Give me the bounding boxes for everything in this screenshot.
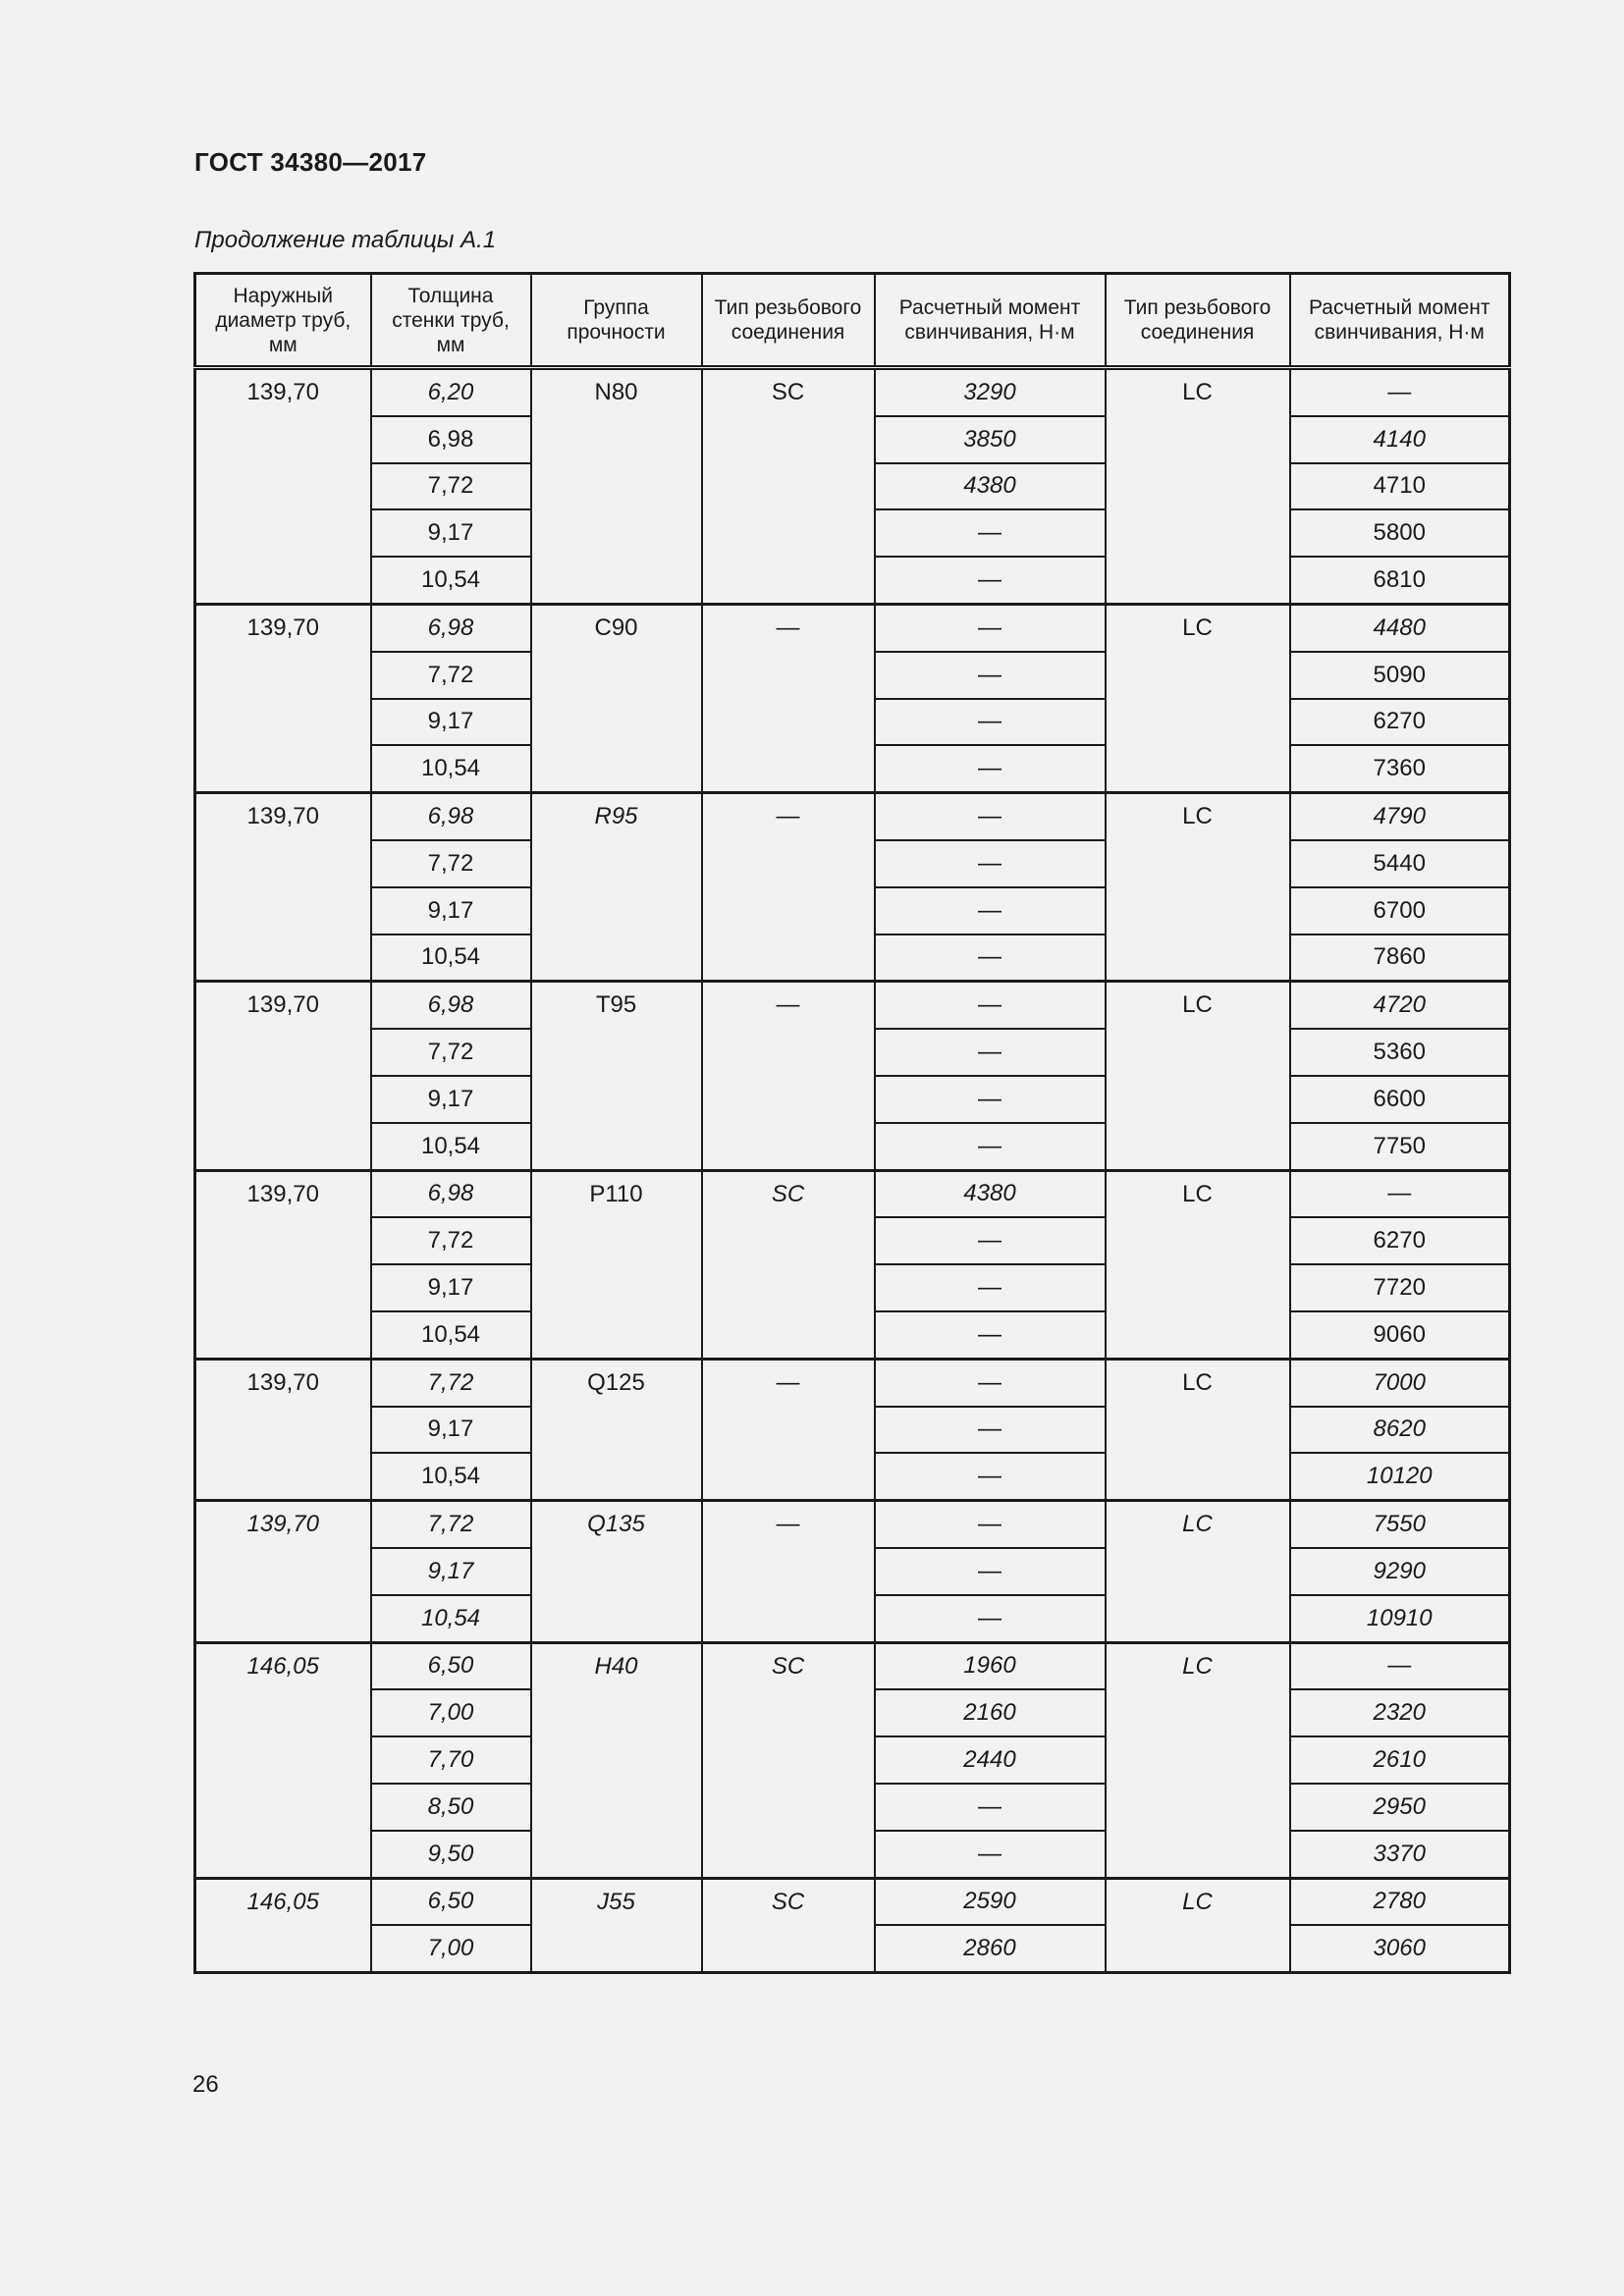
cell-torque-1: — (875, 982, 1106, 1029)
cell-thread-type-1: — (702, 793, 875, 982)
cell-wall: 6,50 (371, 1878, 531, 1925)
cell-torque-1: — (875, 1548, 1106, 1595)
cell-torque-2: — (1290, 368, 1510, 416)
cell-torque-1: — (875, 1831, 1106, 1878)
cell-torque-1: — (875, 1784, 1106, 1831)
table-group (195, 982, 1510, 1170)
cell-wall: 7,72 (371, 1029, 531, 1076)
cell-torque-1: — (875, 1123, 1106, 1170)
cell-torque-2: 5360 (1290, 1029, 1510, 1076)
cell-diameter: 139,70 (195, 368, 371, 605)
cell-torque-1: — (875, 509, 1106, 557)
table-row (195, 368, 1510, 416)
cell-diameter: 146,05 (195, 1878, 371, 1973)
cell-diameter: 146,05 (195, 1642, 371, 1878)
cell-torque-2: 5440 (1290, 840, 1510, 887)
table-group (195, 1170, 1510, 1359)
cell-wall: 9,17 (371, 1076, 531, 1123)
table-row (195, 1170, 1510, 1217)
cell-torque-1: — (875, 1453, 1106, 1500)
table-group (195, 1642, 1510, 1878)
cell-thread-type-1: — (702, 604, 875, 792)
cell-thread-type-2: LC (1106, 982, 1290, 1170)
cell-torque-2: 6270 (1290, 1217, 1510, 1264)
cell-torque-2: — (1290, 1642, 1510, 1689)
header-thread-type-1: Тип резьбового соединения (702, 274, 875, 368)
table-row (195, 1642, 1510, 1689)
header-wall-thickness: Толщина стенки труб, мм (371, 274, 531, 368)
cell-wall: 10,54 (371, 1311, 531, 1359)
cell-wall: 9,50 (371, 1831, 531, 1878)
cell-wall: 6,98 (371, 604, 531, 651)
cell-grade: Q135 (531, 1501, 702, 1642)
cell-torque-2: 7000 (1290, 1359, 1510, 1406)
cell-diameter: 139,70 (195, 604, 371, 792)
cell-thread-type-1: SC (702, 1642, 875, 1878)
table-group (195, 368, 1510, 605)
cell-torque-2: 4480 (1290, 604, 1510, 651)
cell-torque-1: — (875, 1501, 1106, 1548)
cell-torque-2: 7360 (1290, 745, 1510, 792)
cell-torque-1: — (875, 1311, 1106, 1359)
cell-torque-1: — (875, 652, 1106, 699)
document-title: ГОСТ 34380—2017 (194, 147, 427, 177)
cell-torque-2: 10910 (1290, 1595, 1510, 1642)
table-group (195, 604, 1510, 792)
cell-torque-2: — (1290, 1170, 1510, 1217)
cell-grade: R95 (531, 793, 702, 982)
cell-diameter: 139,70 (195, 1170, 371, 1359)
table-group (195, 1501, 1510, 1642)
cell-wall: 10,54 (371, 1595, 531, 1642)
cell-torque-1: — (875, 745, 1106, 792)
cell-wall: 7,70 (371, 1736, 531, 1784)
cell-diameter: 139,70 (195, 1501, 371, 1642)
cell-torque-2: 7550 (1290, 1501, 1510, 1548)
cell-torque-2: 10120 (1290, 1453, 1510, 1500)
cell-thread-type-1: SC (702, 368, 875, 605)
cell-grade: H40 (531, 1642, 702, 1878)
cell-torque-2: 3370 (1290, 1831, 1510, 1878)
cell-grade: Q125 (531, 1359, 702, 1500)
cell-grade: P110 (531, 1170, 702, 1359)
cell-wall: 7,72 (371, 1359, 531, 1406)
cell-torque-1: 2440 (875, 1736, 1106, 1784)
cell-torque-1: 2160 (875, 1689, 1106, 1736)
cell-thread-type-2: LC (1106, 1501, 1290, 1642)
cell-torque-2: 3060 (1290, 1925, 1510, 1972)
cell-grade: J55 (531, 1878, 702, 1973)
cell-torque-2: 2320 (1290, 1689, 1510, 1736)
cell-thread-type-1: SC (702, 1170, 875, 1359)
cell-wall: 6,20 (371, 368, 531, 416)
cell-torque-2: 7750 (1290, 1123, 1510, 1170)
cell-wall: 10,54 (371, 557, 531, 604)
cell-wall: 6,98 (371, 982, 531, 1029)
cell-thread-type-2: LC (1106, 1170, 1290, 1359)
cell-thread-type-1: — (702, 1359, 875, 1500)
cell-thread-type-1: — (702, 1501, 875, 1642)
cell-torque-1: 3850 (875, 416, 1106, 463)
cell-wall: 7,72 (371, 840, 531, 887)
cell-torque-1: — (875, 1076, 1106, 1123)
cell-thread-type-2: LC (1106, 604, 1290, 792)
cell-wall: 9,17 (371, 887, 531, 934)
cell-torque-1: 4380 (875, 463, 1106, 510)
cell-diameter: 139,70 (195, 1359, 371, 1500)
cell-thread-type-2: LC (1106, 1642, 1290, 1878)
cell-torque-2: 5090 (1290, 652, 1510, 699)
cell-wall: 7,72 (371, 463, 531, 510)
cell-torque-2: 4720 (1290, 982, 1510, 1029)
table-row (195, 1501, 1510, 1548)
cell-thread-type-1: — (702, 982, 875, 1170)
cell-torque-2: 7720 (1290, 1264, 1510, 1311)
cell-wall: 9,17 (371, 509, 531, 557)
cell-torque-1: — (875, 557, 1106, 604)
cell-wall: 9,17 (371, 1264, 531, 1311)
table-row (195, 793, 1510, 840)
cell-thread-type-2: LC (1106, 1878, 1290, 1973)
cell-torque-2: 9060 (1290, 1311, 1510, 1359)
table-row (195, 982, 1510, 1029)
cell-torque-2: 6600 (1290, 1076, 1510, 1123)
table-row (195, 1878, 1510, 1925)
cell-diameter: 139,70 (195, 982, 371, 1170)
cell-torque-1: 4380 (875, 1170, 1106, 1217)
cell-torque-1: — (875, 1407, 1106, 1454)
cell-torque-2: 9290 (1290, 1548, 1510, 1595)
cell-thread-type-1: SC (702, 1878, 875, 1973)
cell-torque-2: 4710 (1290, 463, 1510, 510)
cell-wall: 7,00 (371, 1689, 531, 1736)
cell-torque-2: 2950 (1290, 1784, 1510, 1831)
cell-wall: 10,54 (371, 1453, 531, 1500)
cell-torque-1: — (875, 1217, 1106, 1264)
cell-wall: 10,54 (371, 745, 531, 792)
page-number: 26 (192, 2071, 219, 2098)
cell-torque-2: 6700 (1290, 887, 1510, 934)
header-thread-type-2: Тип резьбового соединения (1106, 274, 1290, 368)
cell-torque-1: — (875, 887, 1106, 934)
cell-wall: 8,50 (371, 1784, 531, 1831)
table-header-row (195, 274, 1510, 368)
cell-torque-2: 2610 (1290, 1736, 1510, 1784)
table-caption: Продолжение таблицы А.1 (194, 227, 497, 253)
cell-wall: 6,98 (371, 1170, 531, 1217)
cell-wall: 7,72 (371, 652, 531, 699)
cell-torque-2: 7860 (1290, 934, 1510, 982)
cell-torque-1: — (875, 840, 1106, 887)
cell-torque-2: 4790 (1290, 793, 1510, 840)
table-group (195, 1878, 1510, 1973)
table-group (195, 793, 1510, 982)
cell-wall: 9,17 (371, 1548, 531, 1595)
table-group (195, 1359, 1510, 1500)
cell-torque-1: 2860 (875, 1925, 1106, 1972)
cell-wall: 7,72 (371, 1501, 531, 1548)
cell-wall: 7,00 (371, 1925, 531, 1972)
cell-torque-1: 1960 (875, 1642, 1106, 1689)
cell-torque-2: 6810 (1290, 557, 1510, 604)
cell-torque-1: — (875, 1264, 1106, 1311)
header-diameter: Наружный диаметр труб, мм (195, 274, 371, 368)
cell-thread-type-2: LC (1106, 1359, 1290, 1500)
cell-torque-1: — (875, 1359, 1106, 1406)
cell-wall: 10,54 (371, 1123, 531, 1170)
cell-torque-1: — (875, 1029, 1106, 1076)
cell-wall: 6,98 (371, 793, 531, 840)
header-torque-2: Расчетный момент свинчивания, Н·м (1290, 274, 1510, 368)
cell-torque-1: — (875, 604, 1106, 651)
table-row (195, 1359, 1510, 1406)
table-row (195, 604, 1510, 651)
cell-torque-1: — (875, 934, 1106, 982)
cell-torque-1: 3290 (875, 368, 1106, 416)
torque-table (193, 272, 1511, 1974)
cell-wall: 6,50 (371, 1642, 531, 1689)
cell-thread-type-2: LC (1106, 368, 1290, 605)
cell-torque-2: 5800 (1290, 509, 1510, 557)
cell-wall: 9,17 (371, 1407, 531, 1454)
cell-torque-1: — (875, 1595, 1106, 1642)
header-strength-group: Группа прочности (531, 274, 702, 368)
cell-torque-1: — (875, 793, 1106, 840)
cell-wall: 7,72 (371, 1217, 531, 1264)
cell-wall: 10,54 (371, 934, 531, 982)
cell-diameter: 139,70 (195, 793, 371, 982)
cell-torque-1: 2590 (875, 1878, 1106, 1925)
cell-grade: T95 (531, 982, 702, 1170)
cell-thread-type-2: LC (1106, 793, 1290, 982)
cell-torque-1: — (875, 699, 1106, 746)
cell-torque-2: 2780 (1290, 1878, 1510, 1925)
cell-torque-2: 4140 (1290, 416, 1510, 463)
cell-grade: C90 (531, 604, 702, 792)
cell-torque-2: 8620 (1290, 1407, 1510, 1454)
cell-grade: N80 (531, 368, 702, 605)
cell-wall: 6,98 (371, 416, 531, 463)
cell-torque-2: 6270 (1290, 699, 1510, 746)
cell-wall: 9,17 (371, 699, 531, 746)
header-torque-1: Расчетный момент свинчивания, Н·м (875, 274, 1106, 368)
